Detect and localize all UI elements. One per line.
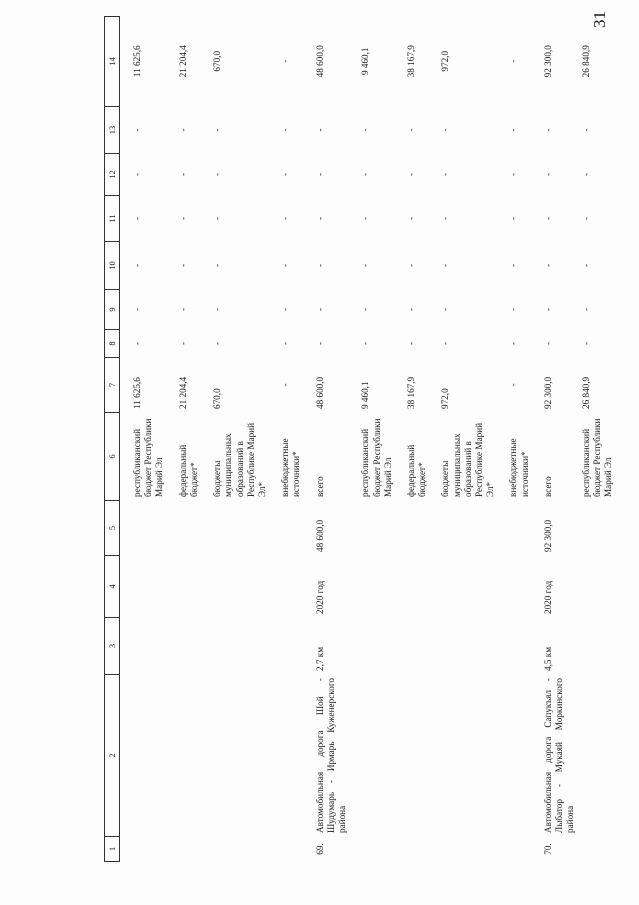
cell-col9: - [542, 307, 553, 312]
cell-col10: - [177, 263, 188, 268]
funding-source: федеральный бюджет* [177, 444, 199, 497]
cell-col12: - [580, 172, 591, 177]
cell-col11: - [508, 216, 519, 221]
table-row [428, 17, 496, 862]
cell-col13: - [132, 128, 142, 132]
table-body [120, 17, 615, 862]
cell-col10: - [405, 263, 416, 268]
object-cost: 48 600,0 [314, 519, 325, 552]
cell-col13: - [360, 128, 371, 132]
table-row [348, 17, 394, 862]
amount-2020: 670,0 [212, 50, 223, 72]
cell-col8: - [508, 341, 519, 346]
funding-source: республиканский бюджет Республики Марий Эл [132, 418, 165, 497]
funding-source: внебюджетные источники* [508, 438, 530, 497]
financing-table [104, 16, 614, 862]
cell-col9: - [405, 307, 416, 312]
cell-col8: - [440, 341, 451, 346]
cell-col13: - [405, 128, 416, 132]
cell-col8: - [177, 341, 188, 346]
amount-2020: - [280, 59, 291, 63]
cell-col9: - [212, 307, 223, 312]
funding-source: бюджеты муниципальных образований в Республике Марий Эл* [440, 423, 496, 497]
table-row [496, 17, 530, 862]
cell-col10: - [132, 263, 142, 268]
amount-total: - [280, 383, 291, 387]
cell-col13: - [542, 128, 553, 132]
cell-col13: - [314, 128, 325, 132]
table-row [531, 17, 577, 862]
cell-col9: - [580, 307, 591, 312]
cell-col10: - [580, 263, 591, 268]
cell-col11: - [542, 216, 553, 221]
cell-col10: - [212, 263, 223, 268]
row-number: 70. [542, 843, 553, 855]
cell-col8: - [280, 341, 291, 346]
cell-col8: - [360, 341, 371, 346]
header-cell-9: 9 [105, 290, 120, 330]
table-row [303, 17, 349, 862]
header-cell-14: 14 [105, 17, 120, 107]
funding-source: республиканский бюджет Республики Марий Эл [360, 418, 393, 497]
header-cell-13: 13 [105, 107, 120, 154]
header-cell-2: 2 [105, 675, 120, 837]
object-cost: 92 300,0 [542, 519, 553, 552]
object-name: Автомобильная дорога Шой - Шудумарь - Ирмарь Куженерского района [314, 678, 348, 833]
amount-total: 92 300,0 [542, 376, 553, 409]
amount-total: 9 460,1 [360, 381, 371, 409]
cell-col13: - [440, 128, 451, 132]
cell-col12: - [508, 172, 519, 177]
table-row [200, 17, 268, 862]
header-cell-6: 6 [105, 413, 120, 501]
cell-col11: - [280, 216, 291, 221]
object-name: Автомобильная дорога Сапукъял - Лыбатор - Мукаяй Моркинского района [542, 678, 576, 833]
table-row [394, 17, 428, 862]
header-row [105, 17, 120, 862]
cell-col9: - [280, 307, 291, 312]
amount-2020: - [508, 59, 519, 63]
header-cell-11: 11 [105, 196, 120, 242]
cell-col13: - [212, 128, 223, 132]
cell-col10: - [360, 263, 371, 268]
cell-col9: - [508, 307, 519, 312]
table-row [268, 17, 302, 862]
table-row [166, 17, 200, 862]
header-cell-1: 1 [105, 837, 120, 862]
amount-2020: 26 840,9 [580, 45, 591, 78]
cell-col11: - [212, 216, 223, 221]
amount-2020: 9 460,1 [360, 47, 371, 76]
header-cell-7: 7 [105, 358, 120, 413]
header-cell-8: 8 [105, 330, 120, 358]
cell-col13: - [508, 128, 519, 132]
cell-col11: - [405, 216, 416, 221]
amount-total: 670,0 [212, 388, 223, 409]
cell-col9: - [360, 307, 371, 312]
cell-col12: - [132, 172, 142, 177]
cell-col8: - [314, 341, 325, 346]
cell-col12: - [405, 172, 416, 177]
header-cell-4: 4 [105, 556, 120, 618]
cell-col12: - [177, 172, 188, 177]
object-length: 4,5 км [542, 646, 553, 671]
cell-col11: - [177, 216, 188, 221]
amount-total: 11 625,6 [132, 377, 142, 409]
cell-col10: - [280, 263, 291, 268]
row-number: 69. [314, 843, 325, 855]
cell-col8: - [132, 341, 142, 346]
cell-col9: - [132, 307, 142, 312]
cell-col12: - [212, 172, 223, 177]
page-number: 31 [590, 11, 609, 28]
header-cell-12: 12 [105, 154, 120, 196]
cell-col10: - [542, 263, 553, 268]
funding-source: внебюджетные источники* [280, 438, 302, 497]
amount-total: 38 167,9 [405, 376, 416, 409]
cell-col11: - [314, 216, 325, 221]
header-cell-10: 10 [105, 242, 120, 290]
cell-col10: - [440, 263, 451, 268]
amount-total: 972,0 [440, 388, 451, 409]
cell-col10: - [508, 263, 519, 268]
cell-col8: - [542, 341, 553, 346]
cell-col12: - [314, 172, 325, 177]
cell-col9: - [177, 307, 188, 312]
funding-source: бюджеты муниципальных образований в Республике Марий Эл* [212, 423, 267, 497]
cell-col8: - [580, 341, 591, 346]
amount-total: 21 204,4 [177, 376, 188, 409]
cell-col13: - [177, 128, 188, 132]
amount-total: 26 840,9 [580, 376, 591, 409]
cell-col12: - [542, 172, 553, 177]
rotated-table-wrapper [104, 17, 639, 862]
cell-col11: - [580, 216, 591, 221]
amount-2020: 21 204,4 [177, 45, 188, 78]
cell-col10: - [314, 263, 325, 268]
amount-total: - [508, 383, 519, 387]
object-period: 2020 год [314, 580, 325, 614]
cell-col11: - [132, 216, 142, 221]
cell-col12: - [440, 172, 451, 177]
cell-col11: - [440, 216, 451, 221]
cell-col12: - [360, 172, 371, 177]
amount-2020: 972,0 [440, 50, 451, 72]
header-cell-5: 5 [105, 501, 120, 556]
funding-source: республиканский бюджет Республики Марий Эл [580, 418, 613, 497]
cell-col13: - [280, 128, 291, 132]
table-row [120, 17, 166, 862]
funding-source: федеральный бюджет* [405, 444, 428, 497]
cell-col8: - [212, 341, 223, 346]
cell-col8: - [405, 341, 416, 346]
amount-2020: 38 167,9 [405, 45, 416, 78]
cell-col9: - [314, 307, 325, 312]
object-length: 2,7 км [314, 646, 325, 671]
amount-2020: 48 600,0 [314, 45, 325, 78]
funding-source: всего [314, 476, 325, 497]
object-period: 2020 год [542, 580, 553, 614]
amount-2020: 92 300,0 [542, 45, 553, 78]
header-cell-3: 3 [105, 618, 120, 675]
cell-col13: - [580, 128, 591, 132]
cell-col11: - [360, 216, 371, 221]
amount-2020: 11 625,6 [132, 45, 142, 78]
cell-col9: - [440, 307, 451, 312]
amount-total: 48 600,0 [314, 376, 325, 409]
cell-col12: - [280, 172, 291, 177]
funding-source: всего [542, 476, 553, 497]
table-row [577, 17, 615, 862]
